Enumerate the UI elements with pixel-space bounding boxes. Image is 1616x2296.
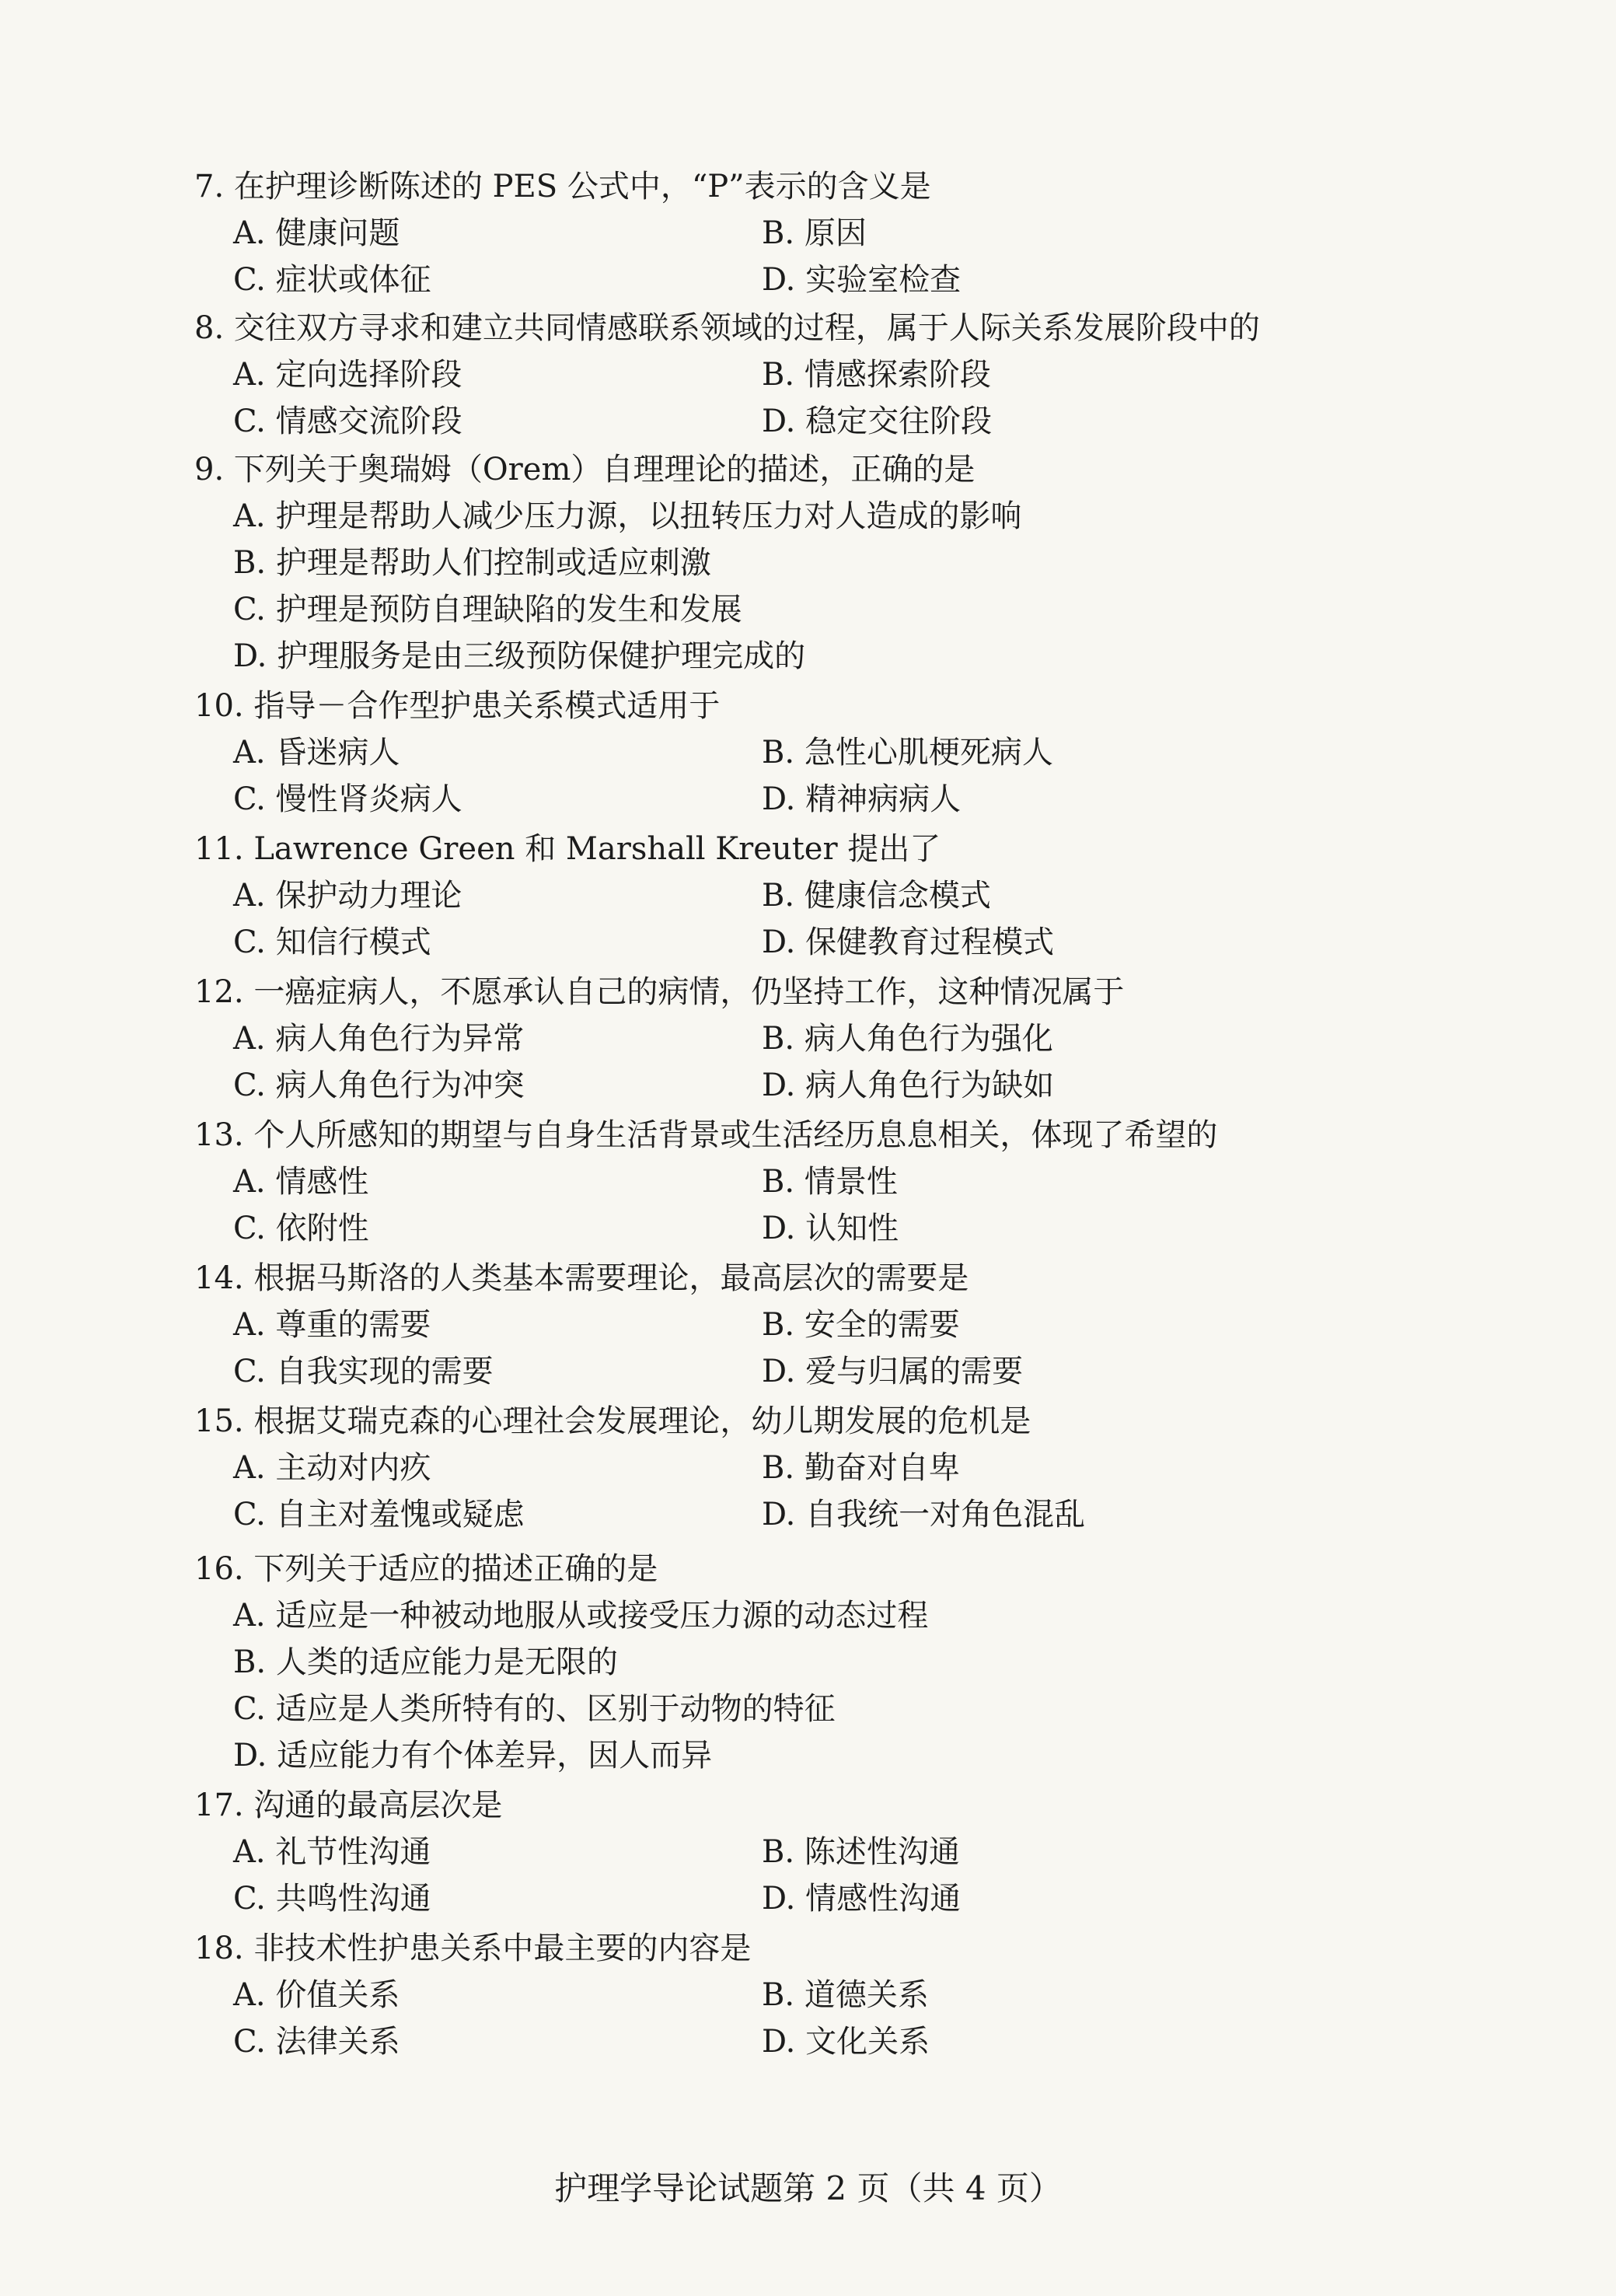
option-a: A. 健康问题 [233, 215, 400, 251]
option-d: D. 爱与归属的需要 [762, 1354, 1024, 1389]
option-c: C. 依附性 [233, 1211, 369, 1246]
option-a: A. 昏迷病人 [233, 735, 400, 771]
option-b: B. 情景性 [762, 1164, 898, 1200]
options [233, 1015, 1516, 1109]
option-b: B. 勤奋对自卑 [762, 1450, 960, 1486]
option-d: D. 稳定交往阶段 [762, 404, 993, 439]
options [233, 493, 1516, 680]
options [233, 210, 1516, 303]
question-11 [194, 826, 1516, 966]
question-stem: 12. 一癌症病人，不愿承认自己的病情，仍坚持工作，这种情况属于 [194, 974, 1125, 1010]
option-a: A. 病人角色行为异常 [233, 1021, 525, 1057]
option-c: C. 情感交流阶段 [233, 404, 462, 439]
option-b: B. 护理是帮助人们控制或适应刺激 [233, 545, 711, 581]
option-b: B. 道德关系 [762, 1977, 929, 2013]
option-d: D. 护理服务是由三级预防保健护理完成的 [233, 638, 806, 674]
question-7 [194, 163, 1516, 303]
option-b: B. 健康信念模式 [762, 878, 991, 914]
option-c: C. 自主对羞愧或疑虑 [233, 1497, 525, 1532]
option-d: D. 认知性 [762, 1211, 899, 1246]
options [233, 1302, 1516, 1395]
option-d: D. 适应能力有个体差异，因人而异 [233, 1738, 713, 1774]
page-footer: 护理学导论试题第 2 页（共 4 页） [554, 2169, 1062, 2207]
question-stem: 7. 在护理诊断陈述的 PES 公式中，“P”表示的含义是 [194, 169, 931, 204]
question-8 [194, 305, 1516, 445]
option-c: C. 共鸣性沟通 [233, 1881, 431, 1917]
option-c: C. 护理是预防自理缺陷的发生和发展 [233, 592, 742, 627]
option-c: C. 知信行模式 [233, 924, 431, 960]
question-stem: 16. 下列关于适应的描述正确的是 [194, 1551, 658, 1587]
options [233, 1829, 1516, 1922]
question-stem: 9. 下列关于奥瑞姆（Orem）自理理论的描述，正确的是 [194, 452, 976, 488]
options [233, 1445, 1516, 1538]
question-17 [194, 1782, 1516, 1922]
option-c: C. 适应是人类所特有的、区别于动物的特征 [233, 1691, 836, 1727]
option-b: B. 急性心肌梗死病人 [762, 735, 1053, 771]
options [233, 1972, 1516, 2065]
question-stem: 18. 非技术性护患关系中最主要的内容是 [194, 1931, 752, 1966]
option-c: C. 自我实现的需要 [233, 1354, 494, 1389]
question-10 [194, 683, 1516, 823]
question-9 [194, 446, 1516, 680]
option-b: B. 情感探索阶段 [762, 357, 991, 393]
question-stem: 15. 根据艾瑞克森的心理社会发展理论，幼儿期发展的危机是 [194, 1403, 1031, 1439]
option-a: A. 情感性 [233, 1164, 369, 1200]
option-a: A. 尊重的需要 [233, 1307, 431, 1343]
option-a: A. 适应是一种被动地服从或接受压力源的动态过程 [233, 1598, 929, 1634]
option-c: C. 慢性肾炎病人 [233, 781, 462, 817]
question-18 [194, 1925, 1516, 2065]
option-d: D. 文化关系 [762, 2024, 930, 2060]
option-b: B. 原因 [762, 215, 867, 251]
question-14 [194, 1255, 1516, 1395]
option-a: A. 定向选择阶段 [233, 357, 462, 393]
option-a: A. 价值关系 [233, 1977, 400, 2013]
question-stem: 17. 沟通的最高层次是 [194, 1788, 503, 1823]
option-a: A. 主动对内疚 [233, 1450, 431, 1486]
option-d: D. 自我统一对角色混乱 [762, 1497, 1086, 1532]
question-stem: 13. 个人所感知的期望与自身生活背景或生活经历息息相关，体现了希望的 [194, 1117, 1218, 1153]
option-d: D. 病人角色行为缺如 [762, 1068, 1055, 1103]
question-stem: 11. Lawrence Green 和 Marshall Kreuter 提出了 [194, 831, 941, 867]
question-stem: 14. 根据马斯洛的人类基本需要理论，最高层次的需要是 [194, 1260, 969, 1296]
option-c: C. 法律关系 [233, 2024, 400, 2060]
option-b: B. 人类的适应能力是无限的 [233, 1644, 618, 1680]
option-d: D. 保健教育过程模式 [762, 924, 1055, 960]
question-12 [194, 969, 1516, 1109]
option-d: D. 精神病病人 [762, 781, 962, 817]
options [233, 1158, 1516, 1252]
options [233, 729, 1516, 823]
option-d: D. 实验室检查 [762, 262, 962, 298]
question-16 [194, 1546, 1516, 1779]
option-a: A. 保护动力理论 [233, 878, 462, 914]
option-a: A. 护理是帮助人减少压力源，以扭转压力对人造成的影响 [233, 498, 1022, 534]
question-15 [194, 1398, 1516, 1538]
option-c: C. 病人角色行为冲突 [233, 1068, 525, 1103]
option-b: B. 陈述性沟通 [762, 1834, 960, 1870]
option-c: C. 症状或体征 [233, 262, 431, 298]
question-stem: 8. 交往双方寻求和建立共同情感联系领域的过程，属于人际关系发展阶段中的 [194, 310, 1260, 346]
option-b: B. 安全的需要 [762, 1307, 960, 1343]
options [233, 872, 1516, 966]
question-stem: 10. 指导－合作型护患关系模式适用于 [194, 688, 721, 724]
question-13 [194, 1112, 1516, 1252]
options [233, 1592, 1516, 1779]
options [233, 351, 1516, 445]
option-d: D. 情感性沟通 [762, 1881, 962, 1917]
option-b: B. 病人角色行为强化 [762, 1021, 1053, 1057]
option-a: A. 礼节性沟通 [233, 1834, 431, 1870]
